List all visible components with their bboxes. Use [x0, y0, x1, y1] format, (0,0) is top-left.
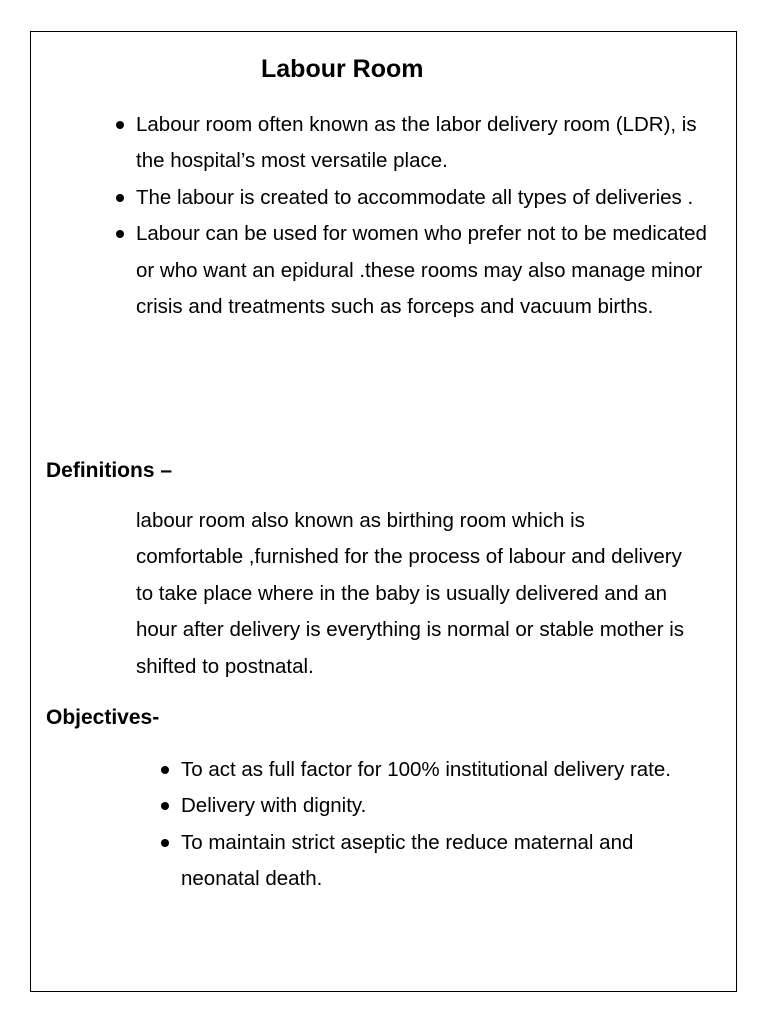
list-item [181, 825, 711, 898]
list-item-text: The labour is created to accommodate all types of deliveries . [136, 185, 694, 209]
list-item-text: Labour can be used for women who prefer not to be medicated or who want an epidural .these rooms may also manage minor crisis and treatments such as forceps and vacuum births. [136, 222, 707, 319]
list-item [136, 216, 721, 325]
list-item [136, 107, 721, 180]
intro-bullet-list [136, 107, 721, 325]
list-item [136, 180, 721, 216]
bullet-icon [116, 194, 124, 202]
list-item [181, 788, 711, 824]
list-item-text: To maintain strict aseptic the reduce maternal and neonatal death. [181, 830, 634, 891]
objectives-bullet-list [181, 752, 711, 898]
bullet-icon [161, 766, 169, 774]
list-item [181, 752, 711, 788]
page-title: Labour Room [261, 55, 424, 83]
definitions-heading: Definitions – [46, 459, 173, 482]
bullet-icon [161, 839, 169, 847]
list-item-text: Delivery with dignity. [181, 794, 367, 818]
list-item-text: Labour room often known as the labor delivery room (LDR), is the hospital’s most versatile place. [136, 113, 697, 173]
definition-paragraph: labour room also known as birthing room which is comfortable ,furnished for the process of labour and delivery to take place where in the baby is usually delivered and an hour after delivery is everything is normal or stable mother is shifted to postnatal. [136, 509, 685, 678]
objectives-heading: Objectives- [46, 706, 160, 729]
bullet-icon [116, 121, 124, 129]
list-item-text: To act as full factor for 100% institutional delivery rate. [181, 758, 671, 781]
